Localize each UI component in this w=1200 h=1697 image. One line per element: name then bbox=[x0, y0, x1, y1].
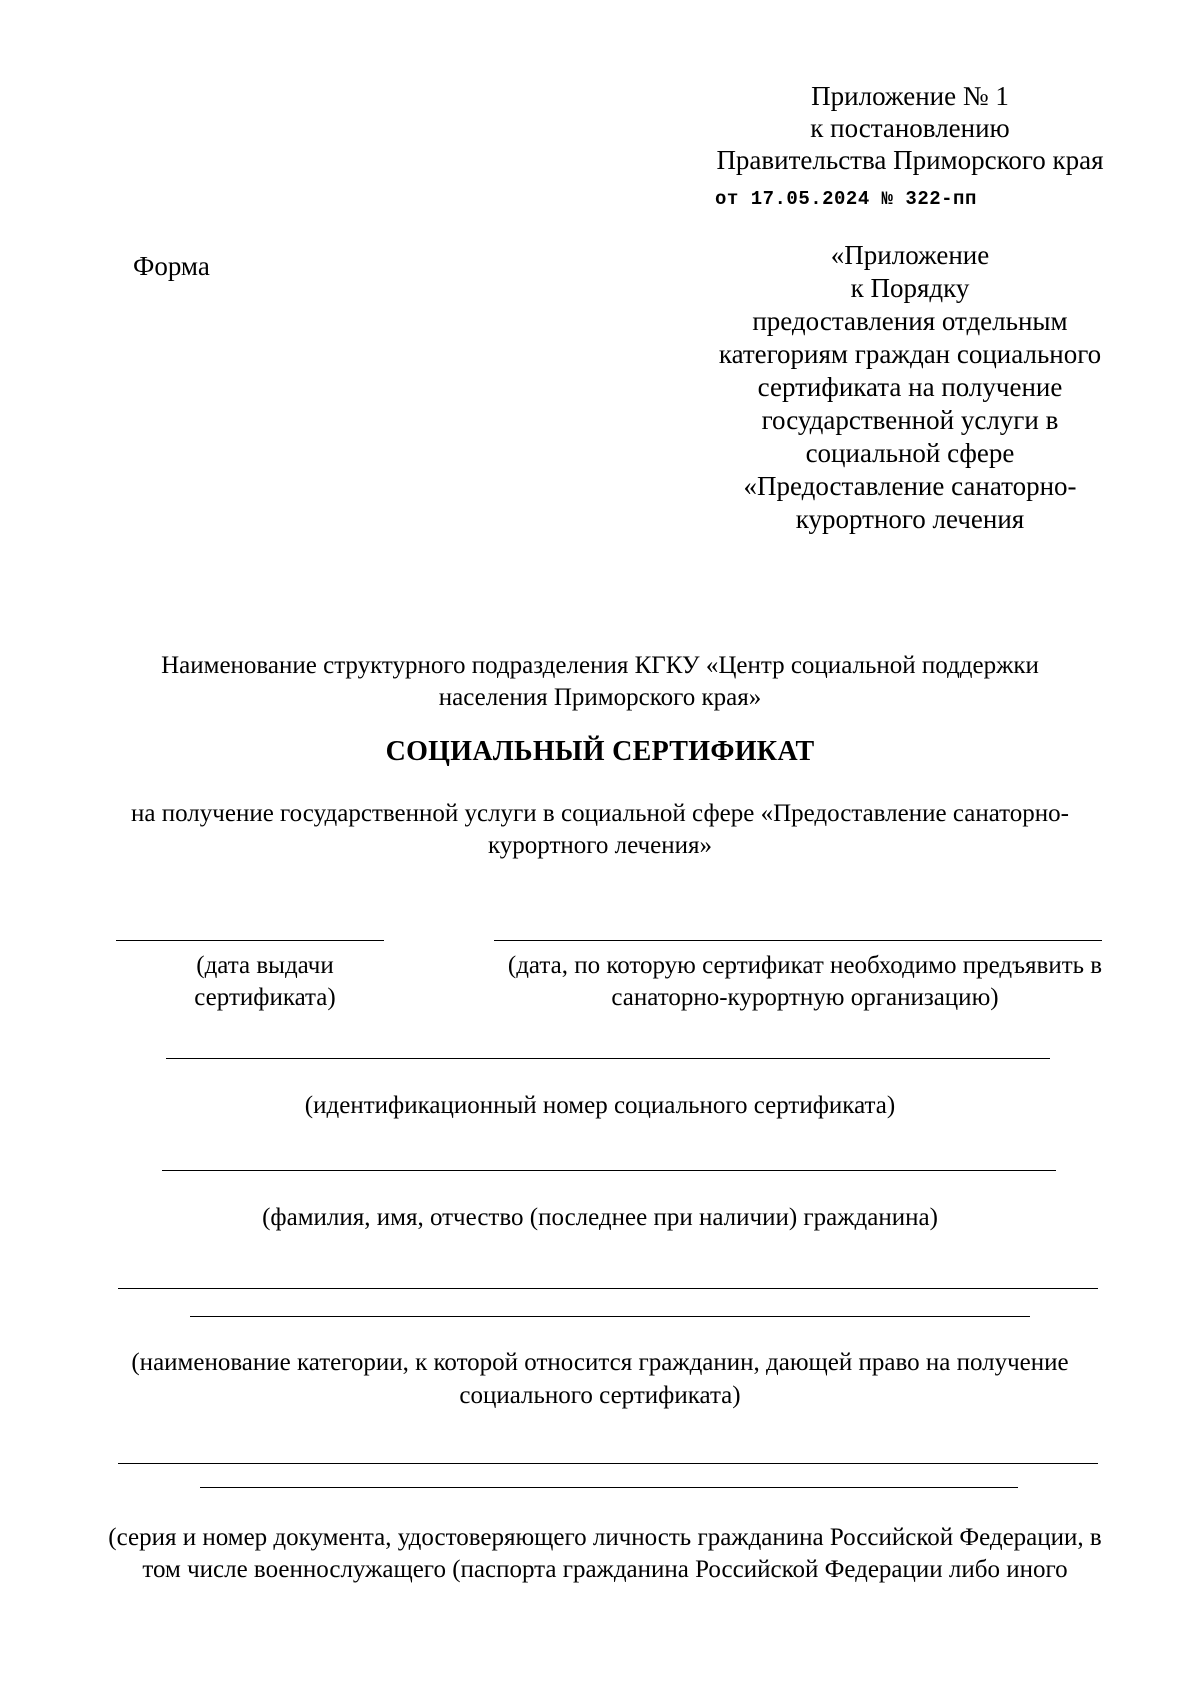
certificate-id-line bbox=[166, 1058, 1050, 1059]
order-appendix-line: социальной сфере bbox=[805, 438, 1015, 468]
order-appendix-line: к Порядку bbox=[850, 273, 970, 303]
order-appendix-line: предоставления отдельным bbox=[752, 306, 1068, 336]
issue-date-line bbox=[116, 940, 384, 941]
issue-date-caption: (дата выдачи bbox=[196, 952, 334, 979]
order-appendix-line: «Предоставление санаторно- bbox=[743, 471, 1077, 501]
category-line bbox=[190, 1316, 1030, 1317]
present-date-caption: (дата, по которую сертификат необходимо предъявить в bbox=[507, 952, 1103, 979]
order-appendix-line: «Приложение bbox=[830, 240, 990, 270]
citizen-name-caption: (фамилия, имя, отчество (последнее при наличии) гражданина) bbox=[262, 1204, 938, 1231]
appendix-to-decree: к постановлению bbox=[810, 113, 1010, 143]
order-appendix-line: сертификата на получение bbox=[757, 372, 1063, 402]
category-caption: социального сертификата) bbox=[459, 1382, 741, 1409]
category-line bbox=[118, 1288, 1098, 1289]
identity-document-caption: том числе военнослужащего (паспорта гражданина Российской Федерации либо иного bbox=[142, 1556, 1068, 1583]
category-caption: (наименование категории, к которой относится гражданин, дающей право на получение bbox=[131, 1349, 1069, 1376]
organization-line: населения Приморского края» bbox=[438, 684, 762, 711]
issue-date-caption: сертификата) bbox=[194, 984, 336, 1011]
citizen-name-line bbox=[162, 1170, 1056, 1171]
form-label: Форма bbox=[133, 251, 210, 281]
present-date-line bbox=[494, 940, 1102, 941]
identity-document-caption: (серия и номер документа, удостоверяющего личность гражданина Российской Федерации, в bbox=[108, 1524, 1102, 1551]
appendix-government: Правительства Приморского края bbox=[716, 145, 1104, 175]
decree-reference: от 17.05.2024 № 322-пп bbox=[715, 188, 977, 210]
identity-document-line bbox=[118, 1463, 1098, 1464]
appendix-number: Приложение № 1 bbox=[811, 81, 1009, 111]
organization-line: Наименование структурного подразделения КГКУ «Центр социальной поддержки bbox=[161, 652, 1039, 679]
subtitle-line: на получение государственной услуги в социальной сфере «Предоставление санаторно- bbox=[131, 800, 1069, 827]
order-appendix-line: курортного лечения bbox=[795, 504, 1025, 534]
order-appendix-line: государственной услуги в bbox=[761, 405, 1059, 435]
certificate-id-caption: (идентификационный номер социального сертификата) bbox=[304, 1092, 896, 1119]
identity-document-line bbox=[200, 1487, 1018, 1488]
order-appendix-line: категориям граждан социального bbox=[718, 339, 1102, 369]
subtitle-line: курортного лечения» bbox=[487, 832, 713, 859]
present-date-caption: санаторно-курортную организацию) bbox=[611, 984, 999, 1011]
document-title: СОЦИАЛЬНЫЙ СЕРТИФИКАТ bbox=[385, 736, 815, 767]
